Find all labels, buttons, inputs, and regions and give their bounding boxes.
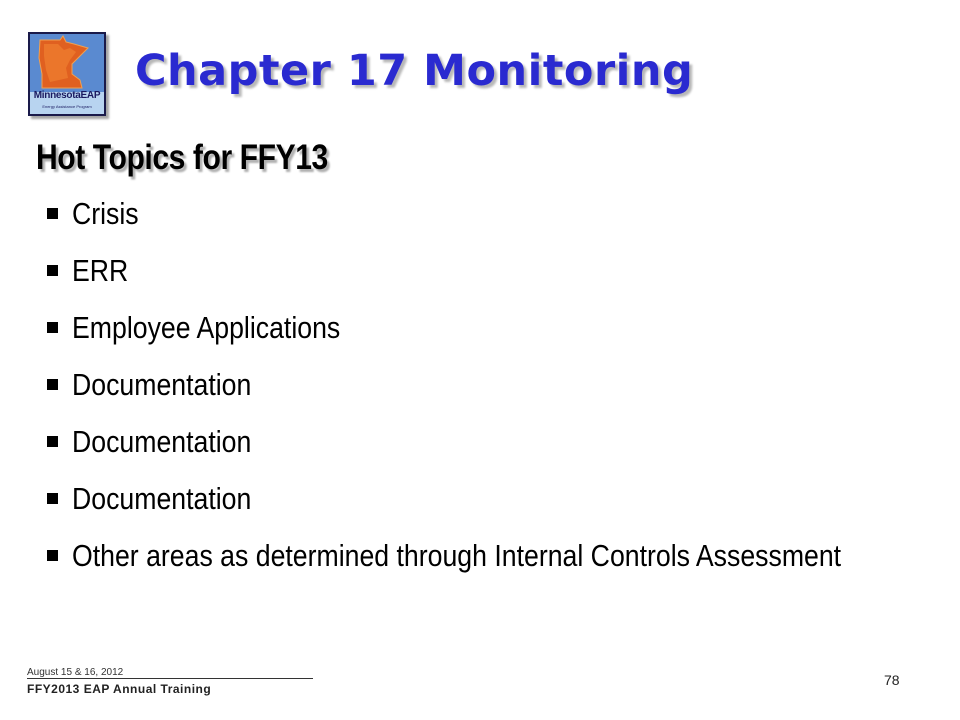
footer-title: FFY2013 EAP Annual Training xyxy=(27,682,212,696)
square-bullet-icon xyxy=(47,379,58,390)
page-number: 78 xyxy=(884,672,900,688)
square-bullet-icon xyxy=(47,436,58,447)
minnesota-eap-logo xyxy=(28,32,106,116)
bullet-list xyxy=(44,196,934,595)
bullet-item: Crisis xyxy=(44,196,934,232)
slide-subtitle: Hot Topics for FFY13 xyxy=(36,138,328,177)
footer-date: August 15 & 16, 2012 xyxy=(27,667,313,679)
square-bullet-icon xyxy=(47,208,58,219)
bullet-item: Employee Applications xyxy=(44,310,934,346)
logo-wordmark: MinnesotaEAP xyxy=(33,90,101,101)
bullet-item: ERR xyxy=(44,253,934,289)
bullet-item: Documentation xyxy=(44,367,934,403)
square-bullet-icon xyxy=(47,493,58,504)
logo-tagline: Energy Assistance Program xyxy=(42,104,92,109)
bullet-item: Documentation xyxy=(44,424,934,460)
square-bullet-icon xyxy=(47,265,58,276)
slide-title: Chapter 17 Monitoring xyxy=(135,46,694,96)
minnesota-map-icon xyxy=(30,34,104,114)
square-bullet-icon xyxy=(47,550,58,561)
bullet-item: Other areas as determined through Internal Controls Assessment xyxy=(44,538,934,574)
bullet-item: Documentation xyxy=(44,481,934,517)
square-bullet-icon xyxy=(47,322,58,333)
